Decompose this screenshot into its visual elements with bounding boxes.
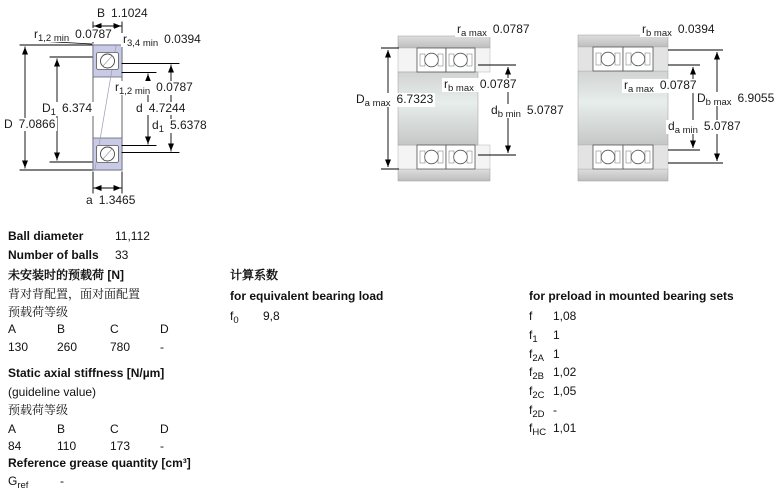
dim-label-Da-max: $D_{a max}$ 6.7323 [356,92,434,109]
f0-row: $f_0$ 9,8 [230,309,280,326]
factor-row-f2A: $f_{2A}$ 1 [529,347,560,364]
grease-value: - [60,474,64,488]
factor-row-f1: $f_1$ 1 [529,328,560,345]
dim-label-B: B 1.1024 [97,6,148,20]
stiffness-title: Static axial stiffness [N/µm] [8,366,165,380]
grease-row: $G_{ref}$ - [8,474,64,491]
bearing-pair-top [593,47,653,71]
dim-label-a: a 1.3465 [86,193,136,207]
diagram-mounted-set-right [578,35,723,181]
stiffness-class-label: 预载荷等级 [8,403,69,417]
dim-label-ra-max-3: $r_{a max}$ 0.0787 [624,78,697,95]
number-of-balls-value: 33 [115,248,129,262]
dim-label-D: D 7.0866 [4,117,56,131]
dim-label-da-min: $d_{a min}$ 5.0787 [668,119,741,136]
dim-label-r12-top: $r_{1,2 min}$ 0.0787 [34,27,112,44]
dim-label-r34: $r_{3,4 min}$ 0.0394 [123,32,201,49]
f0-value: 9,8 [263,309,280,323]
dim-a [93,172,122,193]
ball-diameter-row [8,229,150,243]
dim-label-db-min: $d_{b min}$ 5.0787 [491,103,564,120]
bearing-pair-top [417,48,475,72]
preload-unmounted-values: 130 260 780 - [8,340,164,354]
factor-row-f2D: $f_{2D}$ - [529,403,557,420]
preload-factors-title: for preload in mounted bearing sets [529,289,734,303]
dim-label-d1: $d_1$ 5.6378 [152,118,207,135]
dim-label-rb-max-3: $r_{b max}$ 0.0394 [642,22,715,39]
preload-unmounted-title: 未安装时的预载荷 [N] [8,268,124,282]
factor-row-f2C: $f_{2C}$ 1,05 [529,384,577,401]
factor-row-fHC: $f_{HC}$ 1,01 [529,421,577,438]
preload-unmounted-subtitle: 背对背配置，面对面配置 [8,287,141,301]
housing-bar-bottom [578,169,668,181]
ball-diameter-label: Ball diameter [8,229,84,243]
stiffness-headers: A B C D [8,422,169,436]
number-of-balls-label: Number of balls [8,248,99,262]
bearing-pair-bottom [593,145,653,169]
dim-label-D1: $D_1$ 6.374 [42,101,92,118]
stiffness-values: 84 110 173 - [8,439,164,453]
factor-row-f2B: $f_{2B}$ 1,02 [529,365,577,382]
preload-unmounted-class-label: 预载荷等级 [8,305,69,319]
stiffness-subtitle: (guideline value) [8,385,97,399]
ball-diameter-value: 11,112 [115,229,150,243]
dim-label-rb-max: $r_{b max}$ 0.0787 [444,77,517,94]
bearing-body [93,45,122,170]
dim-label-d: d 4.7244 [136,101,186,115]
number-of-balls-row [8,248,128,262]
dim-label-ra-max: $r_{a max}$ 0.0787 [457,22,530,39]
factor-row-f: f 1,08 [529,309,577,323]
housing-bar-bottom [398,169,490,181]
grease-title: Reference grease quantity [cm³] [8,456,191,470]
equiv-load-title: for equivalent bearing load [230,289,384,303]
calc-factors-title: 计算系数 [230,268,279,282]
dim-label-r12-mid: $r_{1,2 min}$ 0.0787 [115,80,193,97]
bearing-pair-bottom [417,145,475,169]
preload-unmounted-headers: A B C D [8,322,169,336]
dim-label-Db-max: $D_{b max}$ 6.9055 [697,91,775,108]
